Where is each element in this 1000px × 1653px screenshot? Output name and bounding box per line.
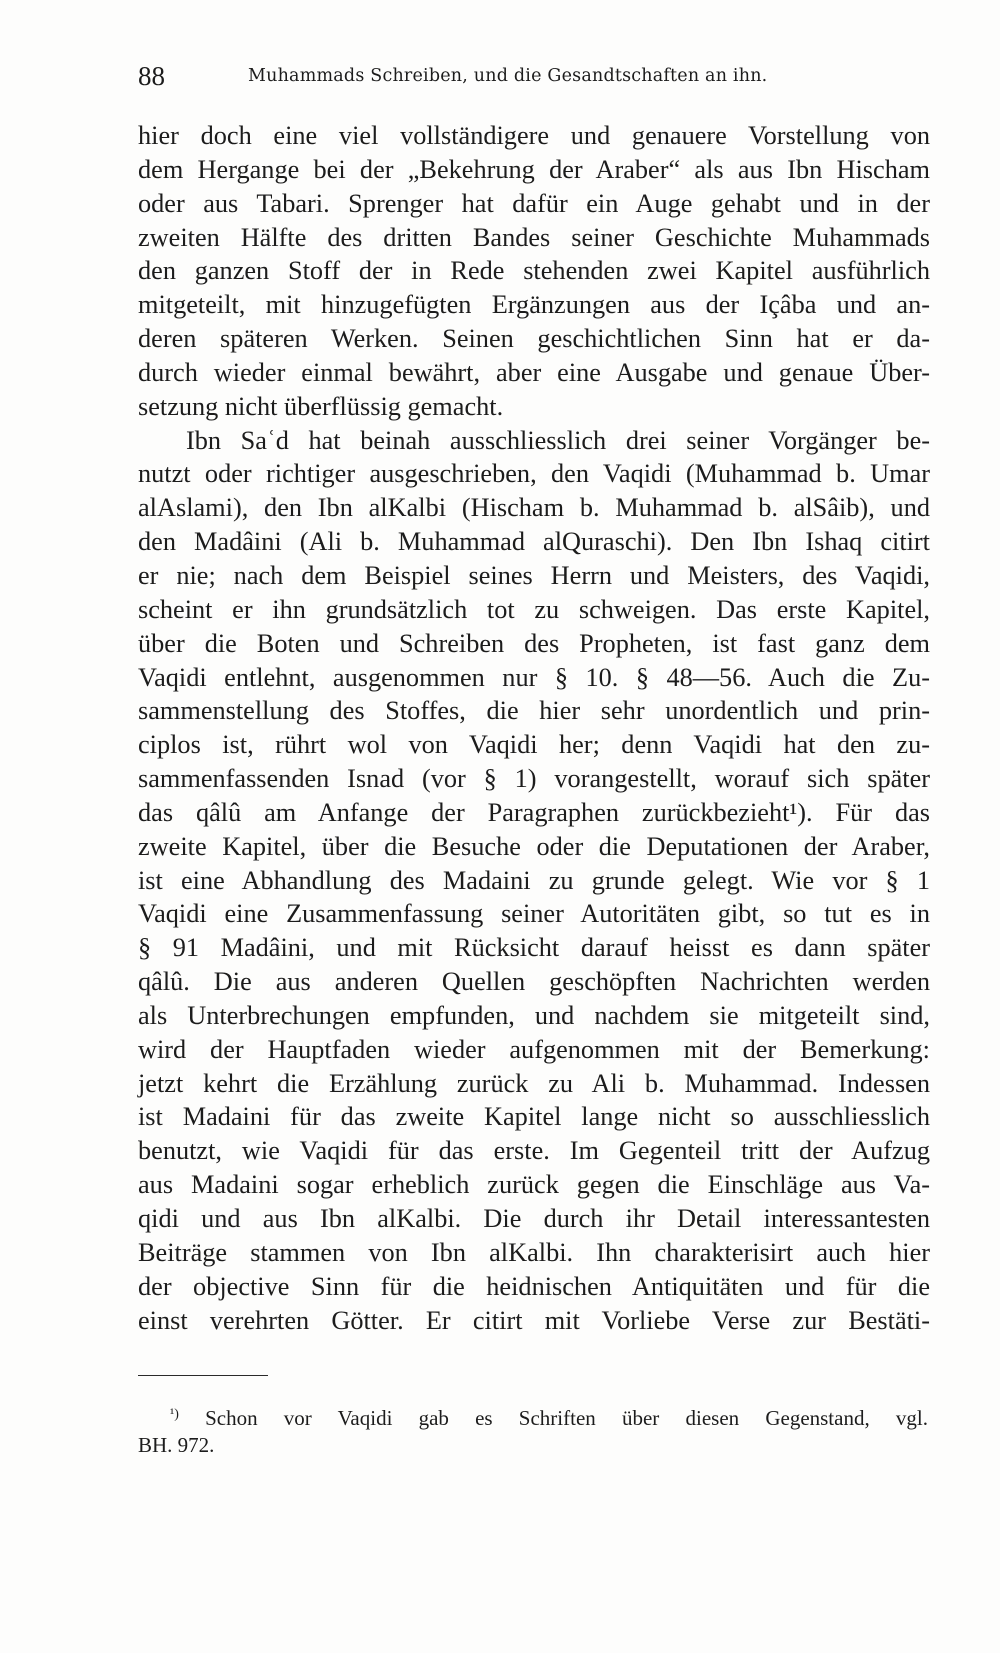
text-line: § 91 Madâini, und mit Rücksicht darauf heisst es dann später bbox=[138, 933, 930, 963]
text-line: zweite Kapitel, über die Besuche oder die Deputationen der Araber, bbox=[138, 831, 930, 861]
text-line: hier doch eine viel vollständigere und genauere Vorstellung von bbox=[138, 121, 930, 150]
text-line: qidi und aus Ibn alKalbi. Die durch ihr Detail interessantesten bbox=[138, 1204, 930, 1233]
running-title: Muhammads Schreiben, und die Gesandtschaften an ihn. bbox=[248, 66, 768, 86]
text-line: mitgeteilt, mit hinzugefügten Ergänzungen aus der Içâba und an- bbox=[138, 290, 930, 320]
text-line: setzung nicht überflüssig gemacht. bbox=[138, 391, 504, 421]
text-line: über die Boten und Schreiben des Propheten, ist fast ganz dem bbox=[138, 628, 930, 658]
text-line: den Madâini (Ali b. Muhammad alQuraschi). Den Ibn Ishaq citirt bbox=[138, 527, 930, 557]
text-line: scheint er ihn grundsätzlich tot zu schweigen. Das erste Kapitel, bbox=[138, 594, 930, 624]
body-text bbox=[138, 119, 930, 1337]
text-line: einst verehrten Götter. Er citirt mit Vorliebe Verse zur Bestäti- bbox=[138, 1305, 930, 1335]
text-line: Vaqidi eine Zusammenfassung seiner Autoritäten gibt, so tut es in bbox=[138, 899, 930, 929]
text-line: Beiträge stammen von Ibn alKalbi. Ihn charakterisirt auch hier bbox=[138, 1237, 930, 1267]
text-line: dem Hergange bei der „Bekehrung der Araber“ als aus Ibn Hischam bbox=[138, 154, 930, 184]
text-line: nutzt oder richtiger ausgeschrieben, den Vaqidi (Muhammad b. Umar bbox=[138, 459, 930, 489]
text-line: sammenstellung des Stoffes, die hier sehr unordentlich und prin- bbox=[138, 696, 930, 726]
footnote-line bbox=[138, 1400, 928, 1430]
text-line: ciplos ist, rührt wol von Vaqidi her; denn Vaqidi hat den zu- bbox=[138, 730, 930, 760]
text-line: den ganzen Stoff der in Rede stehenden zwei Kapitel ausführlich bbox=[138, 256, 930, 286]
text-line: aus Madaini sogar erheblich zurück gegen die Einschläge aus Va- bbox=[138, 1170, 930, 1200]
text-line: deren späteren Werken. Seinen geschichtlichen Sinn hat er da- bbox=[138, 324, 930, 354]
text-line: durch wieder einmal bewährt, aber eine Ausgabe und genaue Über- bbox=[138, 357, 930, 387]
text-line: benutzt, wie Vaqidi für das erste. Im Gegenteil tritt der Aufzug bbox=[138, 1136, 930, 1166]
text-line: Vaqidi entlehnt, ausgenommen nur § 10. § 48—56. Auch die Zu- bbox=[138, 662, 930, 692]
page-number: 88 bbox=[138, 61, 165, 91]
text-line: wird der Hauptfaden wieder aufgenommen mit der Bemerkung: bbox=[138, 1034, 930, 1064]
text-line: Ibn Saʿd hat beinah ausschliesslich drei seiner Vorgänger be- bbox=[186, 425, 930, 455]
text-line: als Unterbrechungen empfunden, und nachdem sie mitgeteilt sind, bbox=[138, 1000, 930, 1030]
text-line: ist Madaini für das zweite Kapitel lange nicht so ausschliesslich bbox=[138, 1102, 930, 1132]
footnote-line: BH. 972. bbox=[138, 1433, 215, 1457]
running-head bbox=[138, 58, 928, 94]
footnote-marker: ¹) bbox=[170, 1407, 179, 1422]
footnote-divider bbox=[138, 1375, 268, 1376]
text-line: zweiten Hälfte des dritten Bandes seiner Geschichte Muhammads bbox=[138, 222, 930, 252]
text-line: oder aus Tabari. Sprenger hat dafür ein Auge gehabt und in der bbox=[138, 188, 930, 218]
text-line: sammenfassenden Isnad (vor § 1) vorangestellt, worauf sich später bbox=[138, 764, 930, 794]
text-line: jetzt kehrt die Erzählung zurück zu Ali b. Muhammad. Indessen bbox=[138, 1068, 930, 1098]
footnotes bbox=[138, 1400, 928, 1460]
text-line: der objective Sinn für die heidnischen Antiquitäten und für die bbox=[138, 1271, 930, 1301]
text-line: er nie; nach dem Beispiel seines Herrn und Meisters, des Vaqidi, bbox=[138, 560, 930, 590]
text-line: qâlû. Die aus anderen Quellen geschöpften Nachrichten werden bbox=[138, 967, 930, 997]
footnote-text: Schon vor Vaqidi gab es Schriften über diesen Gegenstand, vgl. bbox=[205, 1406, 928, 1430]
text-line: das qâlû am Anfange der Paragraphen zurückbezieht¹). Für das bbox=[138, 797, 930, 827]
text-line: ist eine Abhandlung des Madaini zu grunde gelegt. Wie vor § 1 bbox=[138, 865, 930, 895]
text-line: alAslami), den Ibn alKalbi (Hischam b. Muhammad b. alSâib), und bbox=[138, 493, 930, 523]
